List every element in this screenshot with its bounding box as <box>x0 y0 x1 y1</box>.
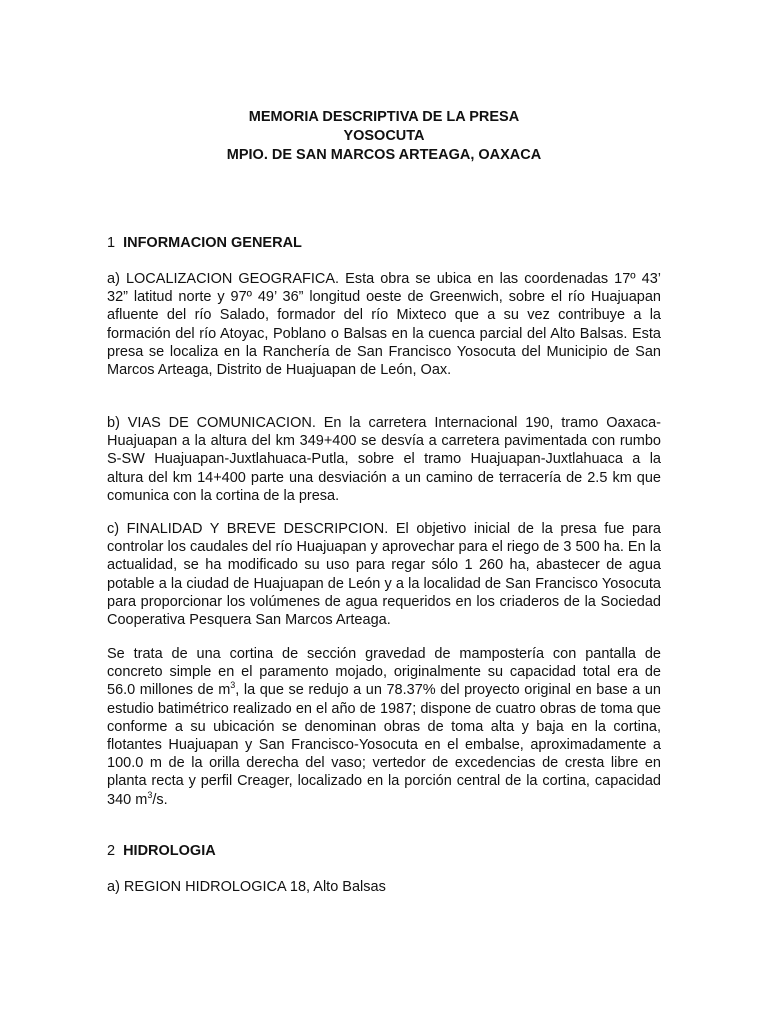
section-label-1: INFORMACION GENERAL <box>123 235 302 251</box>
cortina-text-2: , la que se redujo a un 78.37% del proyecto original en base a un estudio batimétrico realizado en el año de 1987; dispone de cuatro obras de toma que conforme a su ubicación se denominan obras de toma alta y baja en la cortina, flotantes Huajuapan y San Francisco-Yosocuta en el embalse, aproximadamente a 100.0 m de la orilla derecha del vaso; vertedor de excedencias de cresta libre en planta recta y perfil Creager, localizado en la porción central de la cortina, capacidad 340 m <box>107 682 661 808</box>
cortina-text-3: /s. <box>152 791 168 808</box>
paragraph-finalidad: c) FINALIDAD Y BREVE DESCRIPCION. El objetivo inicial de la presa fue para controlar los caudales del río Huajuapan y aprovechar para el riego de 3 500 ha. En la actualidad, se ha modificado su uso para regar sólo 1 260 ha, abastecer de agua potable a la ciudad de Huajuapan de León y a la localidad de San Francisco Yosocuta para proporcionar los volúmenes de agua requeridos en los criaderos de la Sociedad Cooperativa Pesquera San Marcos Arteaga. <box>107 521 661 629</box>
paragraph-vias-comunicacion: b) VIAS DE COMUNICACION. En la carretera Internacional 190, tramo Oaxaca-Huajuapan a la altura del km 349+400 se desvía a carretera pavimentada con rumbo S-SW Huajuapan-Juxtlahuaca-Putla, sobre el tramo Huajuapan-Juxtlahuaca a la altura del km 14+400 parte una desviación a un camino de terracería de 2.5 km que comunica con la cortina de la presa. <box>107 415 661 504</box>
paragraph-localizacion: a) LOCALIZACION GEOGRAFICA. Esta obra se ubica en las coordenadas 17º 43’ 32” latitud norte y 97º 49’ 36” longitud oeste de Greenwich, sobre el río Huajuapan afluente del río Salado, formador del río Mixteco que a su vez contribuye a la formación del río Atoyac, Poblano o Balsas en la cuenca parcial del Alto Balsas. Esta presa se localiza en la Ranchería de San Francisco Yosocuta del Municipio de San Marcos Arteaga, Distrito de Huajuapan de León, Oax. <box>107 271 661 379</box>
paragraph-cortina-descripcion <box>107 645 661 809</box>
cortina-text-1: Se trata de una cortina de sección gravedad de mampostería con pantalla de concreto simple en el paramento mojado, originalmente su capacidad total era de 56.0 millones de m <box>107 646 661 699</box>
title-line-1: MEMORIA DESCRIPTIVA DE LA PRESA <box>248 109 520 125</box>
section-label-2: HIDROLOGIA <box>123 843 216 859</box>
title-line-2: YOSOCUTA <box>343 128 425 144</box>
superscript-cubic-2: 3 <box>147 789 153 800</box>
section-number-1: 1 <box>107 235 116 251</box>
section-number-2: 2 <box>107 843 116 859</box>
section-heading-2 <box>107 842 216 861</box>
section-heading-1 <box>107 234 302 253</box>
superscript-cubic-1: 3 <box>230 680 236 691</box>
paragraph-region-hidrologica: a) REGION HIDROLOGICA 18, Alto Balsas <box>107 879 386 895</box>
title-line-3: MPIO. DE SAN MARCOS ARTEAGA, OAXACA <box>226 147 542 163</box>
document-title <box>0 108 768 165</box>
